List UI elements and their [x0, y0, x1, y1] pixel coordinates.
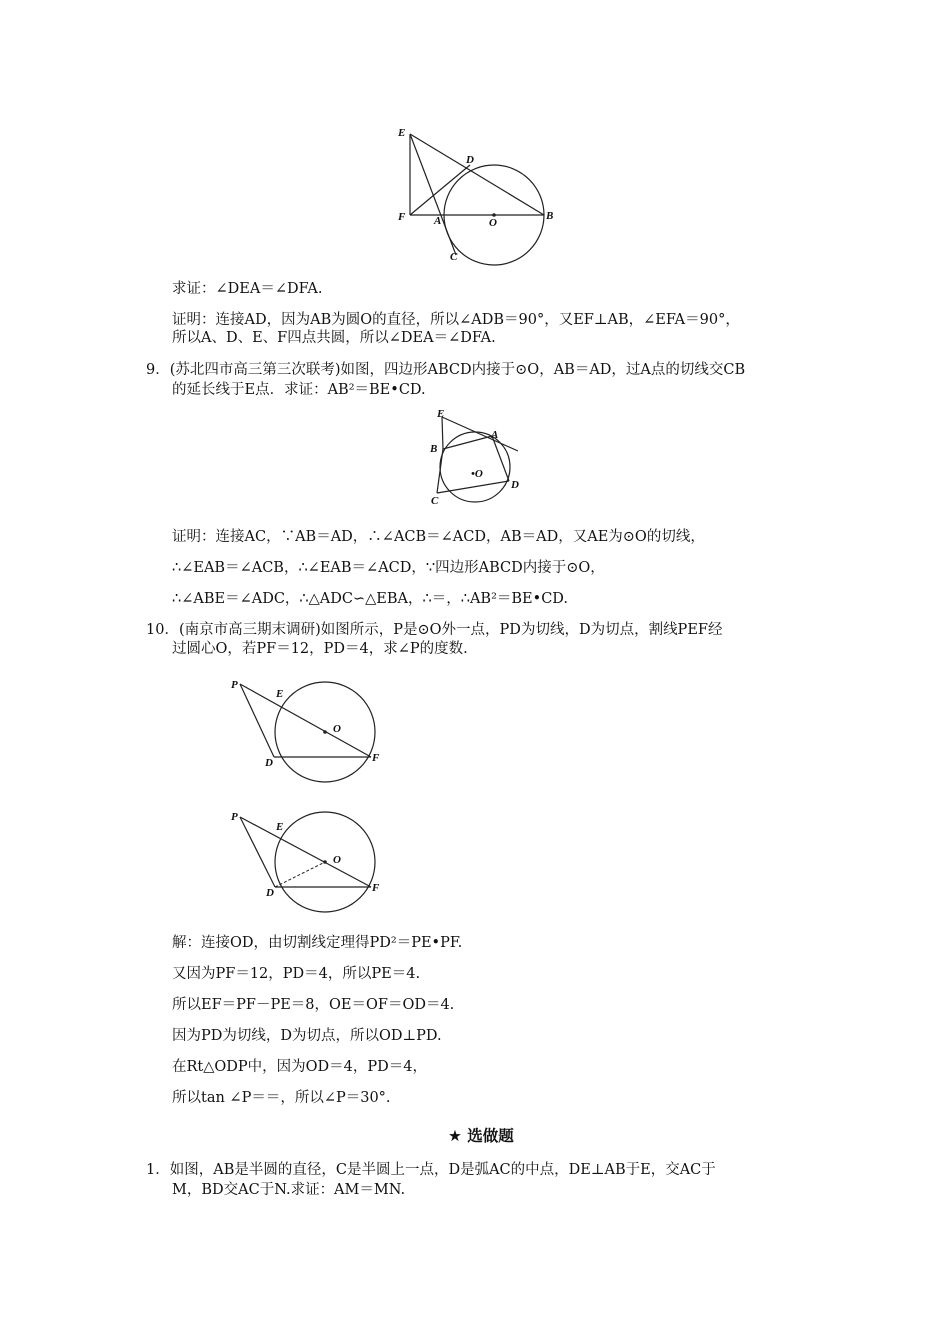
- label-D: D: [266, 887, 274, 899]
- label-F: F: [372, 882, 380, 894]
- label-D: D: [466, 154, 474, 166]
- problem8-prove: 求证：∠DEA＝∠DFA.: [172, 281, 323, 297]
- figure-secant-tangent-a: [225, 672, 390, 787]
- label-O: O: [489, 217, 497, 229]
- figure-cyclic-quadrilateral: [425, 405, 530, 510]
- optional-q1-line2: M，BD交AC于N.求证：AM＝MN.: [172, 1182, 406, 1198]
- label-C: C: [450, 251, 458, 263]
- label-O: O: [333, 854, 341, 866]
- label-B: B: [546, 210, 554, 222]
- problem10-solution-line6: 所以tan ∠P＝＝，所以∠P＝30°.: [172, 1090, 391, 1106]
- label-O: •O: [471, 468, 483, 480]
- optional-section-heading: ★ 选做题: [448, 1127, 514, 1145]
- problem9-statement-line1: 9．(苏北四市高三第三次联考)如图，四边形ABCD内接于⊙O，AB＝AD，过A点的切线交CB: [146, 362, 746, 378]
- label-F: F: [372, 752, 380, 764]
- optional-q1-line1: 1．如图，AB是半圆的直径，C是半圆上一点，D是弧AC的中点，DE⊥AB于E，交AC于: [146, 1162, 716, 1178]
- label-B: B: [430, 443, 438, 455]
- problem9-statement-line2: 的延长线于E点．求证：AB²＝BE•CD.: [172, 382, 426, 398]
- problem10-solution-line5: 在Rt△ODP中，因为OD＝4，PD＝4，: [172, 1059, 428, 1075]
- problem10-solution-line3: 所以EF＝PF－PE＝8，OE＝OF＝OD＝4.: [172, 997, 455, 1013]
- problem8-proof-line2: 所以A、D、E、F四点共圆，所以∠DEA＝∠DFA.: [172, 330, 496, 346]
- problem10-statement-line2: 过圆心O，若PF＝12，PD＝4，求∠P的度数.: [172, 641, 468, 657]
- label-D: D: [265, 757, 273, 769]
- label-P: P: [231, 679, 238, 691]
- label-A: A: [434, 215, 442, 227]
- problem8-proof-line1: 证明：连接AD，因为AB为圆O的直径，所以∠ADB＝90°，又EF⊥AB，∠EFA＝90°，: [172, 312, 740, 328]
- label-P: P: [231, 811, 238, 823]
- label-E: E: [276, 688, 284, 700]
- figure-secant-tangent-b: [225, 805, 390, 920]
- problem9-proof-line3: ∴∠ABE＝∠ADC，∴△ADC∽△EBA，∴＝，∴AB²＝BE•CD.: [172, 591, 569, 607]
- label-E: E: [437, 408, 445, 420]
- problem10-solution-line4: 因为PD为切线，D为切点，所以OD⊥PD.: [172, 1028, 442, 1044]
- figure-circle-tangent-1: [390, 120, 570, 270]
- label-E: E: [276, 821, 284, 833]
- label-E: E: [398, 127, 406, 139]
- problem10-solution-line1: 解：连接OD，由切割线定理得PD²＝PE•PF.: [172, 935, 463, 951]
- problem10-solution-line2: 又因为PF＝12，PD＝4，所以PE＝4.: [172, 966, 421, 982]
- label-F: F: [398, 211, 406, 223]
- problem9-proof-line2: ∴∠EAB＝∠ACB，∴∠EAB＝∠ACD，∵四边形ABCD内接于⊙O，: [172, 560, 605, 576]
- label-D: D: [511, 479, 519, 491]
- label-O: O: [333, 723, 341, 735]
- problem9-proof-line1: 证明：连接AC，∵AB＝AD，∴∠ACB＝∠ACD，AB＝AD，又AE为⊙O的切线，: [172, 529, 705, 545]
- problem10-statement-line1: 10．(南京市高三期末调研)如图所示，P是⊙O外一点，PD为切线，D为切点，割线PEF经: [146, 622, 723, 638]
- label-A: A: [491, 429, 499, 441]
- label-C: C: [431, 495, 439, 507]
